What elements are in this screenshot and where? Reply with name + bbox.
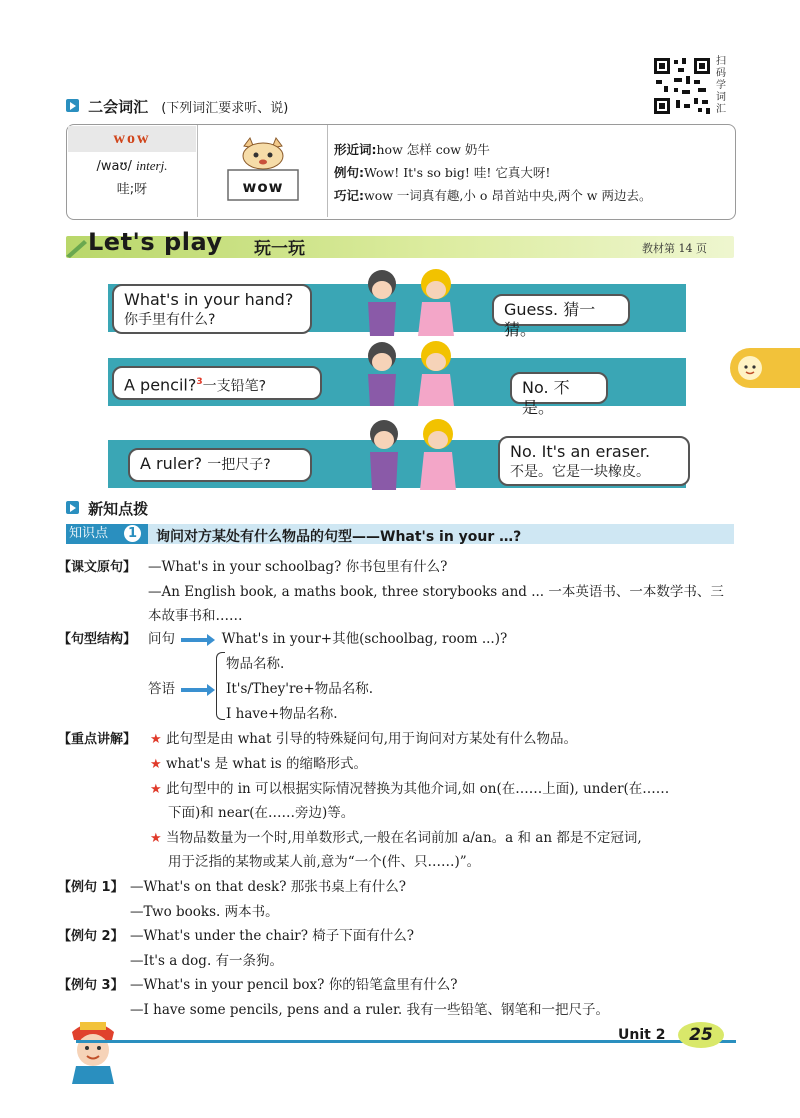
point-4-text: 当物品数量为一个时,用单数形式,一般在名词前加 a/an。a 和 an 都是不定冠词, [165, 830, 642, 846]
answer-label: 答语 [148, 681, 175, 697]
point-1 [150, 727, 577, 747]
knowledge-point-number: 1 [124, 525, 141, 542]
point-3 [150, 777, 669, 797]
dialog-3-left-cn: 一把尺子? [207, 457, 271, 473]
arrow-icon-2 [181, 688, 209, 692]
dialog-3-right-en: No. It's an eraser. [510, 442, 651, 461]
dialog-1-right: Guess. 猜一猜。 [504, 300, 596, 339]
dialog-3-right-cn: 不是。它是一块橡皮。 [510, 464, 650, 480]
example-1-label: 【例句 1】 [58, 880, 124, 895]
dialog-1-left-en: What's in your hand? [124, 290, 294, 309]
star-icon: ★ [150, 831, 162, 846]
children-panel-1 [350, 262, 470, 336]
example-1-a: —Two books. 两本书。 [130, 904, 279, 920]
sheep-icon [736, 354, 764, 382]
section-arrow-icon [66, 99, 79, 112]
vocab-tip [334, 186, 651, 204]
star-icon: ★ [150, 757, 162, 772]
pencil-icon [64, 238, 88, 258]
original-label: 【课文原句】 [58, 560, 137, 575]
tip-label: 巧记: [334, 188, 364, 203]
dialog-2-right: No. 不是。 [522, 378, 570, 417]
point-1-text: 此句型是由 what 引导的特殊疑问句,用于询问对方某处有什么物品。 [165, 731, 578, 747]
answer-option-2: It's/They're+物品名称. [226, 681, 374, 697]
point-4 [150, 826, 642, 846]
qr-caption: 扫 码 学 词 汇 [716, 56, 726, 115]
dialog-1-right-bubble [492, 294, 630, 339]
lets-play-title-cn: 玩一玩 [254, 239, 305, 259]
textbook-ref: 教材第 14 页 [642, 242, 707, 255]
arrow-icon-1 [181, 638, 209, 642]
original-line-3: 本故事书和…… [148, 608, 243, 624]
dialog-3-right-bubble [498, 436, 690, 486]
dialog-2-note-marker: 3 [196, 377, 203, 387]
point-2-text: what's 是 what is 的缩略形式。 [165, 756, 367, 772]
answer-brace [216, 652, 225, 720]
vocab-similar [334, 140, 490, 158]
example-3-label: 【例句 3】 [58, 978, 124, 993]
dialog-2-left-en: A pencil? [124, 375, 197, 395]
point-2 [150, 752, 367, 772]
qr-code[interactable] [652, 56, 712, 116]
structure-label: 【句型结构】 [58, 632, 137, 647]
original-line-1: —What's in your schoolbag? 你书包里有什么? [148, 559, 448, 575]
lets-play-title: Let's play [88, 228, 223, 256]
example-1-q: —What's on that desk? 那张书桌上有什么? [130, 879, 406, 895]
vocab-section-subtitle: (下列词汇要求听、说) [161, 101, 289, 116]
section-arrow-icon-2 [66, 501, 79, 514]
vocab-divider-1 [197, 125, 198, 217]
footer-unit: Unit 2 [618, 1027, 666, 1043]
example-label: 例句: [334, 165, 364, 180]
example-3-a: —I have some pencils, pens and a ruler. 我有一些铅笔、钢笔和一把尺子。 [130, 1002, 610, 1018]
question-label: 问句 [148, 631, 175, 647]
page-number: 25 [678, 1022, 724, 1048]
example-3-q: —What's in your pencil box? 你的铅笔盒里有什么? [130, 977, 458, 993]
example-text: Wow! It's so big! 哇! 它真大呀! [364, 165, 551, 180]
vocab-section-header [66, 96, 288, 117]
mascot-illustration [58, 1014, 128, 1084]
tip-text: wow 一词真有趣,小 o 昂首站中央,两个 w 两边去。 [364, 188, 652, 203]
vocab-word: wow [68, 126, 196, 152]
vocab-pos: interj. [136, 158, 168, 173]
children-panel-2 [350, 338, 470, 406]
example-2-q: —What's under the chair? 椅子下面有什么? [130, 928, 414, 944]
dialog-2-right-bubble [510, 372, 608, 417]
dialog-3-left-en: A ruler? [140, 454, 203, 473]
knowledge-section-title: 新知点拨 [88, 500, 149, 518]
vocab-example [334, 163, 550, 181]
vocab-meaning: 哇;呀 [116, 182, 148, 197]
example-2-a: —It's a dog. 有一条狗。 [130, 953, 284, 969]
point-3-text: 此句型中的 in 可以根据实际情况替换为其他介词,如 on(在……上面), under(在…… [165, 781, 670, 797]
answer-option-3: I have+物品名称. [226, 706, 338, 722]
knowledge-point-heading: 询问对方某处有什么物品的句型——What's in your …? [156, 529, 522, 545]
point-3-cont: 下面)和 near(在……旁边)等。 [168, 805, 355, 821]
dialog-1-left-bubble [112, 284, 312, 334]
dialog-1-left-cn: 你手里有什么? [124, 312, 216, 328]
children-panel-3 [356, 414, 476, 490]
example-2-label: 【例句 2】 [58, 929, 124, 944]
similar-label: 形近词: [334, 142, 377, 157]
vocab-phonetic-row [68, 158, 196, 174]
dialog-2-left-bubble [112, 366, 322, 400]
vocab-divider-2 [327, 125, 328, 217]
star-icon: ★ [150, 732, 162, 747]
point-4-cont: 用于泛指的某物或某人前,意为“一个(件、只……)”。 [168, 854, 481, 870]
vocab-phonetic: /waʊ/ [96, 159, 132, 174]
original-line-2: —An English book, a maths book, three storybooks and ... 一本英语书、一本数学书、三 [148, 584, 724, 600]
similar-text: how 怎样 cow 奶牛 [376, 142, 490, 157]
vocab-section-title: 二会词汇 [88, 98, 149, 116]
knowledge-point-tag: 知识点 [66, 524, 148, 544]
knowledge-section-header [66, 498, 148, 519]
focus-label: 【重点讲解】 [58, 732, 137, 747]
star-icon: ★ [150, 782, 162, 797]
structure-question [148, 627, 507, 647]
dialog-2-left-cn: 一支铅笔? [202, 378, 267, 395]
answer-option-1: 物品名称. [226, 656, 285, 672]
dialog-3-left-bubble [128, 448, 312, 482]
answer-label-row [148, 677, 211, 697]
question-pattern: What's in your+其他(schoolbag, room ...)? [221, 631, 508, 647]
wow-card-text: wow [242, 178, 284, 196]
